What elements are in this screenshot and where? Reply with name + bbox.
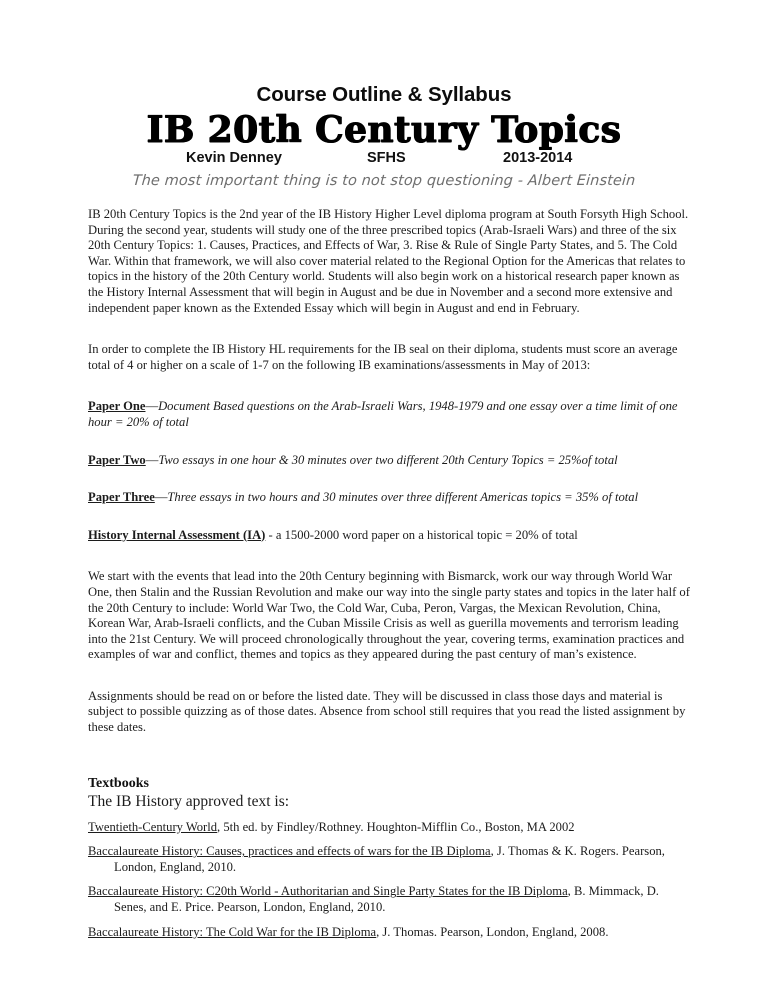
textbook-list-item — [88, 844, 690, 875]
assessment-label: Paper Three — [88, 490, 155, 505]
course-outline-supertitle: Course Outline & Syllabus — [256, 83, 512, 106]
einstein-quote: The most important thing is to not stop questioning - Albert Einstein — [132, 173, 636, 190]
paragraph-gap — [88, 515, 690, 528]
assessment-separator: — — [145, 399, 159, 414]
book-citation: , B. Mimmack, D. Senes, and E. Price. Pearson, London, England, 2010. — [114, 884, 659, 915]
document-header — [0, 0, 768, 189]
page-title: IB 20th Century Topics — [146, 108, 622, 151]
assessment-internal-assessment — [88, 528, 690, 544]
book-title: Twentieth-Century World — [88, 819, 218, 834]
paragraph-gap — [88, 386, 690, 399]
book-citation: , J. Thomas & K. Rogers. Pearson, London, England, 2010. — [114, 844, 665, 874]
byline-row — [0, 150, 768, 170]
assessment-paper-one — [88, 399, 690, 430]
assessment-label: Paper One — [88, 399, 146, 414]
paragraph-gap — [88, 676, 690, 689]
textbooks-subheading: The IB History approved text is: — [88, 792, 290, 810]
paragraph-gap — [88, 477, 690, 490]
assessment-separator: — — [154, 490, 168, 505]
school-name: SFHS — [367, 150, 406, 167]
textbook-list-item — [88, 884, 690, 915]
intro-paragraph-2: In order to complete the IB History HL requirements for the IB seal on their diploma, students must score an average total of 4 or higher on a scale of 1-7 on the following IB examinations/assessments in May of 2013: — [88, 342, 678, 372]
school-year: 2013-2014 — [503, 150, 573, 167]
textbook-list-item — [88, 820, 690, 836]
course-overview-paragraph-2: Assignments should be read on or before the listed date. They will be discussed in class those days and material is subject to possible quizzing as of those dates. Absence from school still requires that you read the listed assignment by these dates. — [88, 688, 686, 735]
assessment-paper-two — [88, 453, 690, 469]
assessment-paper-three — [88, 490, 690, 506]
assessment-label: History Internal Assessment (IA) — [88, 527, 266, 542]
book-citation: , J. Thomas. Pearson, London, England, 2008. — [376, 924, 609, 939]
assessment-label: Paper Two — [88, 452, 146, 467]
assessment-separator: — — [145, 452, 159, 467]
paragraph-gap — [88, 440, 690, 453]
document-body — [88, 207, 690, 949]
assessment-detail: - a 1500-2000 word paper on a historical topic = 20% of total — [268, 527, 578, 542]
paragraph-gap — [88, 329, 690, 342]
intro-paragraph-1: IB 20th Century Topics is the 2nd year of the IB History Higher Level diploma program at South Forsyth High School. During the second year, students will study one of the three prescribed topics (Arab-Israeli Wars) and three of the six 20th Century Topics: 1. Causes, Practices, and Effects of War, 3. Rise & Rule of Single Party States, and 5. The Cold War. Within that framework, we will also cover material related to the Regional Option for the Americas that relates to topics in the history of the 20th Century world. Students will also begin work on a historical research paper known as the History Internal Assessment that will begin in August and be due in November and a second more extensive and independent paper known as the Extended Essay which will begin in August and end in February. — [88, 207, 689, 315]
textbooks-heading: Textbooks — [88, 775, 149, 791]
book-title: Baccalaureate History: C20th World - Authoritarian and Single Party States for the IB Diploma — [88, 884, 568, 899]
paragraph-gap — [88, 552, 690, 569]
book-title: Baccalaureate History: Causes, practices and effects of wars for the IB Diploma — [88, 844, 491, 859]
textbook-list-item — [88, 925, 690, 941]
assessment-detail: Three essays in two hours and 30 minutes over three different Americas topics = 35% of total — [167, 490, 639, 505]
assessment-detail: Document Based questions on the Arab-Israeli Wars, 1948-1979 and one essay over a time limit of one hour = 20% of total — [88, 399, 678, 429]
book-title: Baccalaureate History: The Cold War for the IB Diploma — [88, 924, 377, 939]
assessment-detail: Two essays in one hour & 30 minutes over two different 20th Century Topics = 25%of total — [158, 452, 618, 467]
section-gap — [88, 749, 690, 775]
course-overview-paragraph-1: We start with the events that lead into the 20th Century beginning with Bismarck, work our way through World War One, then Stalin and the Russian Revolution and make our way into the single party states and topics in the later half of the 20th Century to include: World War Two, the Cold War, Cuba, Peron, Vargas, the Mexican Revolution, China, Korean War, Arab-Israeli conflicts, and the Cuban Missile Crisis as well as guerilla movements and terrorism leading into the 21st Century. We will proceed chronologically throughout the year, covering terms, examination practices and examples of war and conflict, themes and topics as they appeared during the past century of man’s existence. — [88, 569, 690, 662]
teacher-name: Kevin Denney — [186, 150, 282, 167]
book-citation: , 5th ed. by Findley/Rothney. Houghton-Mifflin Co., Boston, MA 2002 — [217, 819, 575, 834]
